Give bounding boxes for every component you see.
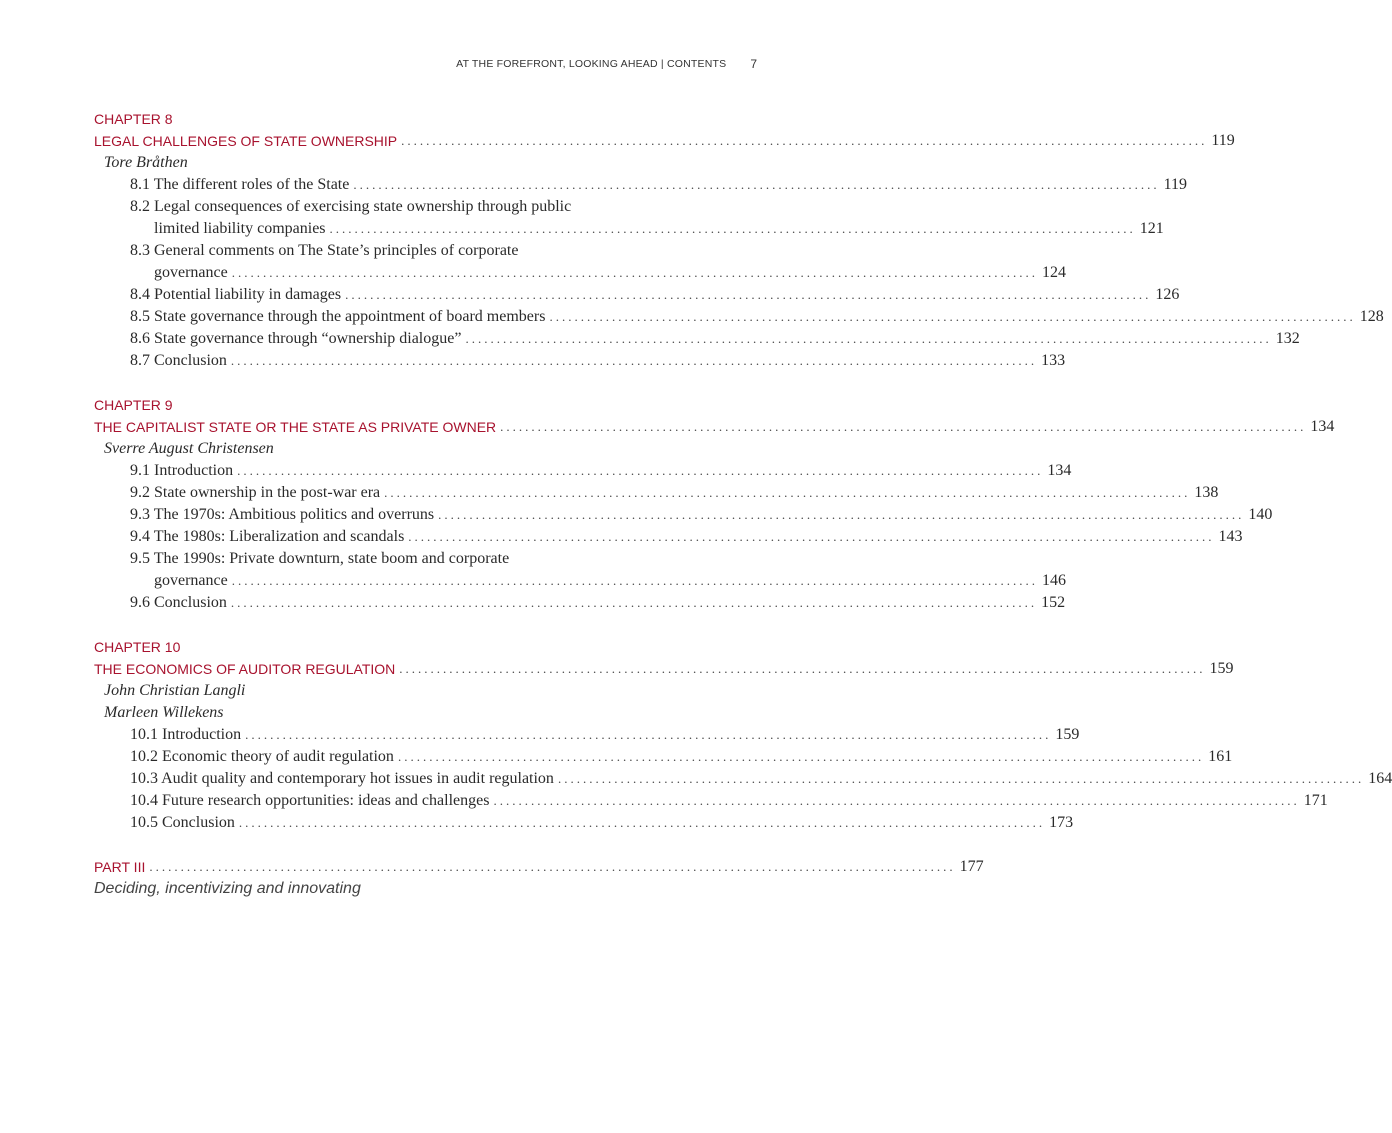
toc-entry[interactable] [130,570,1066,592]
dot-leader: ................................................................................................................................. [231,265,1038,280]
dot-leader: ................................................................................................................................. [549,309,1356,324]
section-page: 126 [1155,286,1180,303]
section-page: 133 [1041,352,1066,369]
section-page: 124 [1041,264,1066,281]
chapter-8 [94,108,1384,372]
chapter-page: 134 [1310,418,1335,435]
section-page: 146 [1041,572,1066,589]
part-3 [94,856,984,900]
dot-leader: ................................................................................................................................. [230,353,1038,368]
section-page: 140 [1248,506,1273,523]
chapter-author: John Christian Langli [104,682,246,699]
chapter-author: Marleen Willekens [104,704,224,721]
chapter-label: CHAPTER 9 [94,397,173,413]
dot-leader: ................................................................................................................................. [230,595,1038,610]
toc-entry[interactable] [130,504,1273,526]
section-title: 10.1 Introduction [130,726,242,743]
dot-leader: ................................................................................................................................. [438,507,1245,522]
page-number: 7 [750,57,757,71]
toc-entry[interactable] [130,218,1164,240]
dot-leader: ................................................................................................................................. [353,177,1160,192]
part-title-entry[interactable] [94,856,984,878]
chapter-label: CHAPTER 8 [94,111,173,127]
chapter-10 [94,636,1392,834]
running-header [456,56,757,72]
section-page: 152 [1041,594,1066,611]
toc-entry[interactable] [130,790,1328,812]
section-title-line: 8.3 General comments on The State’s principles of corporate [130,242,519,259]
toc-entry[interactable] [130,174,1187,196]
dot-leader: ................................................................................................................................. [557,771,1365,786]
chapter-title: THE CAPITALIST STATE OR THE STATE AS PRIVATE OWNER [94,419,497,435]
section-title: 9.2 State ownership in the post-war era [130,484,381,501]
chapter-title-entry[interactable] [94,658,1234,680]
dot-leader: ................................................................................................................................. [500,419,1307,434]
toc-entry[interactable] [130,768,1392,790]
dot-leader: ................................................................................................................................. [384,485,1191,500]
section-title-line: 9.5 The 1990s: Private downturn, state boom and corporate [130,550,510,567]
part-page: 177 [959,858,984,875]
toc-entry[interactable] [130,482,1219,504]
dot-leader: ................................................................................................................................. [245,727,1052,742]
dot-leader: ................................................................................................................................. [238,815,1046,830]
toc-entry[interactable] [130,262,1066,284]
toc-sections [94,724,1392,834]
section-page: 161 [1208,748,1233,765]
section-title-cont: limited liability companies [154,220,326,237]
section-title: 9.6 Conclusion [130,594,227,611]
section-page: 164 [1368,770,1392,787]
toc-entry[interactable] [130,350,1066,372]
section-page: 138 [1194,484,1219,501]
section-page: 132 [1275,330,1300,347]
toc-entry[interactable] [130,328,1300,350]
section-title: 8.6 State governance through “ownership dialogue” [130,330,462,347]
section-title-line: 8.2 Legal consequences of exercising state ownership through public [130,198,572,215]
section-page: 119 [1163,176,1187,193]
toc-entry[interactable] [130,306,1384,328]
chapter-label: CHAPTER 10 [94,639,181,655]
toc-sections [94,460,1273,614]
toc-entry[interactable] [130,284,1180,306]
chapter-title-entry[interactable] [94,130,1235,152]
section-page: 134 [1047,462,1072,479]
running-title: AT THE FOREFRONT, LOOKING AHEAD | CONTENTS [456,58,727,70]
section-page: 128 [1359,308,1384,325]
dot-leader: ................................................................................................................................. [237,463,1044,478]
toc-sections [94,174,1384,372]
section-title: 8.4 Potential liability in damages [130,286,342,303]
chapter-author: Tore Bråthen [104,154,188,171]
section-title: 10.4 Future research opportunities: ideas and challenges [130,792,490,809]
section-title-cont: governance [154,264,228,281]
table-of-contents [94,108,1392,900]
chapter-title: THE ECONOMICS OF AUDITOR REGULATION [94,661,396,677]
section-title-cont: governance [154,572,228,589]
chapter-page: 119 [1211,132,1235,149]
part-label: PART III [94,859,146,875]
dot-leader: ................................................................................................................................. [408,529,1215,544]
dot-leader: ................................................................................................................................. [345,287,1152,302]
section-title: 10.2 Economic theory of audit regulation [130,748,394,765]
dot-leader: ................................................................................................................................. [231,573,1038,588]
section-title: 9.1 Introduction [130,462,234,479]
dot-leader: ................................................................................................................................. [399,661,1206,676]
section-title: 9.3 The 1970s: Ambitious politics and overruns [130,506,435,523]
chapter-author: Sverre August Christensen [104,440,274,457]
toc-entry[interactable] [130,592,1066,614]
chapter-title-entry[interactable] [94,416,1335,438]
dot-leader: ................................................................................................................................. [329,221,1136,236]
section-title: 10.5 Conclusion [130,814,235,831]
toc-entry[interactable] [130,526,1243,548]
section-title: 8.1 The different roles of the State [130,176,350,193]
dot-leader: ................................................................................................................................. [493,793,1300,808]
part-subtitle: Deciding, incentivizing and innovating [94,880,361,897]
toc-entry[interactable] [130,724,1080,746]
dot-leader: ................................................................................................................................. [397,749,1205,764]
chapter-title: LEGAL CHALLENGES OF STATE OWNERSHIP [94,133,398,149]
section-page: 121 [1139,220,1164,237]
section-title: 8.7 Conclusion [130,352,227,369]
toc-entry[interactable] [130,746,1233,768]
chapter-9 [94,394,1335,614]
dot-leader: ................................................................................................................................. [401,133,1208,148]
chapter-page: 159 [1209,660,1234,677]
section-page: 173 [1049,814,1074,831]
toc-entry[interactable] [130,460,1072,482]
section-page: 143 [1218,528,1243,545]
section-page: 171 [1303,792,1328,809]
toc-entry[interactable] [130,812,1074,834]
dot-leader: ................................................................................................................................. [465,331,1272,346]
section-title: 10.3 Audit quality and contemporary hot issues in audit regulation [130,770,554,787]
dot-leader: ................................................................................................................................. [149,859,956,874]
section-page: 159 [1055,726,1080,743]
section-title: 9.4 The 1980s: Liberalization and scandals [130,528,405,545]
section-title: 8.5 State governance through the appointment of board members [130,308,546,325]
